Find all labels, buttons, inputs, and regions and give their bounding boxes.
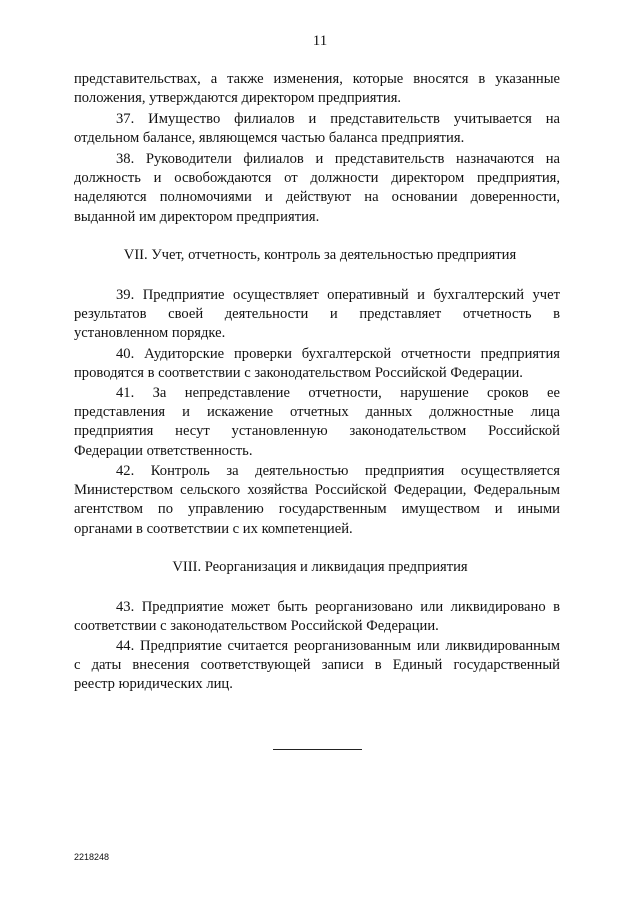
paragraph-38 (74, 150, 560, 227)
text-line: Федерации ответственность. (74, 442, 253, 459)
paragraph-continuation (74, 70, 560, 108)
text-line: органами в соответствии с их компетенцией. (74, 520, 353, 537)
paragraph-39 (74, 286, 560, 344)
text-line: 44. Предприятие считается реорганизованным или ликвидированным (116, 638, 560, 654)
text-line: реестр юридических лиц. (74, 676, 233, 693)
paragraph-44 (74, 637, 560, 695)
paragraph-42 (74, 462, 560, 539)
text-line: должность и освобождаются от должности директором предприятия, (74, 170, 560, 187)
text-line: результатов своей деятельности и представляет отчетность в (74, 306, 560, 323)
text-line: 43. Предприятие может быть реорганизовано или ликвидировано в (116, 599, 560, 615)
text-line: агентством по управлению государственным имуществом и иными (74, 501, 560, 518)
text-line: 39. Предприятие осуществляет оперативный и бухгалтерский учет (116, 287, 560, 303)
text-line: представления и искажение отчетных данных должностные лица (74, 404, 560, 421)
text-line: предприятия несут установленную законодательством Российской (74, 423, 560, 440)
paragraph-43 (74, 598, 560, 636)
text-line: выданной им директором предприятия. (74, 208, 320, 225)
text-line: Министерством сельского хозяйства Российской Федерации, Федеральным (74, 482, 560, 499)
section-heading-7: VII. Учет, отчетность, контроль за деятельностью предприятия (123, 247, 517, 263)
paragraph-37 (74, 110, 560, 148)
page-number: 11 (312, 33, 328, 49)
text-line: соответствии с законодательством Российской Федерации. (74, 618, 439, 635)
text-line: 38. Руководители филиалов и представительств назначаются на (116, 151, 560, 167)
document-code: 2218248 (74, 852, 110, 862)
text-line: 41. За непредставление отчетности, нарушение сроков ее (116, 385, 560, 401)
text-line: 42. Контроль за деятельностью предприятия осуществляется (116, 463, 560, 479)
text-line: установленном порядке. (74, 325, 226, 342)
paragraph-41 (74, 384, 560, 461)
text-line: 37. Имущество филиалов и представительств учитывается на (116, 111, 560, 127)
text-line: наделяются полномочиями и действуют на основании доверенности, (74, 189, 560, 206)
text-line: представительствах, а также изменения, которые вносятся в указанные (74, 71, 560, 87)
end-divider (273, 749, 362, 750)
section-heading-8: VIII. Реорганизация и ликвидация предприятия (172, 559, 468, 575)
paragraph-40 (74, 345, 560, 383)
text-line: 40. Аудиторские проверки бухгалтерской отчетности предприятия (116, 346, 560, 362)
text-line: с даты внесения соответствующей записи в Единый государственный (74, 657, 560, 674)
text-line: отдельном балансе, являющемся частью баланса предприятия. (74, 130, 465, 147)
text-line: проводятся в соответствии с законодательством Российской Федерации. (74, 365, 523, 382)
text-line: положения, утверждаются директором предприятия. (74, 90, 402, 107)
